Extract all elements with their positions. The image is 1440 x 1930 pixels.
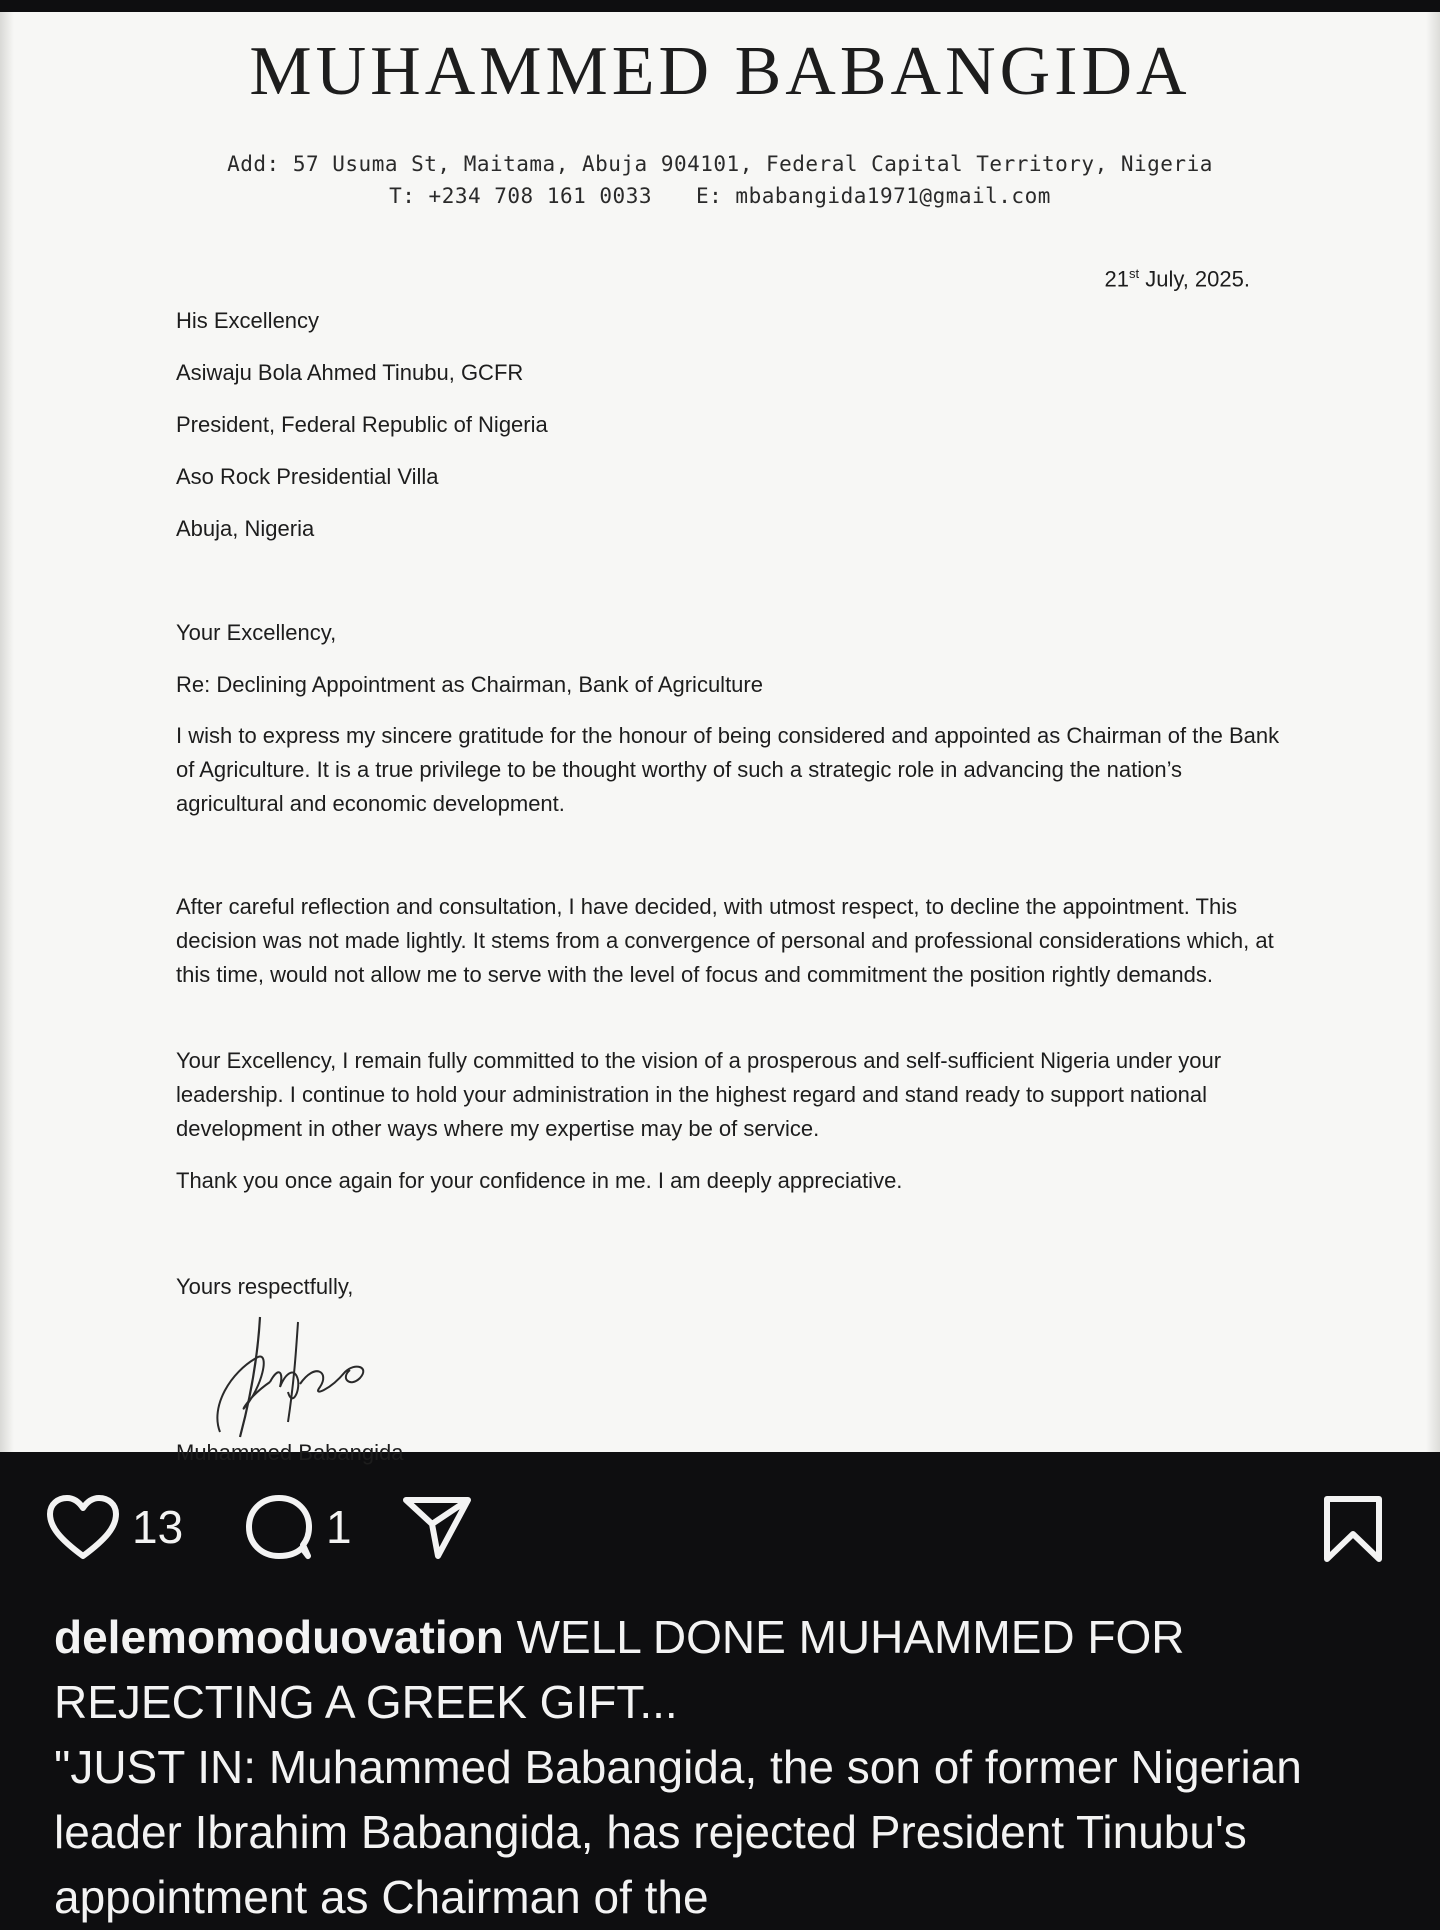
caption-headline-text: WELL DONE MUHAMMED FOR REJECTING A GREEK GIFT... [54, 1611, 1185, 1728]
letterhead-name: MUHAMMED BABANGIDA [249, 33, 1191, 110]
like-count: 13 [132, 1501, 184, 1553]
letterhead-address: Add: 57 Usuma St, Maitama, Abuja 904101, Federal Capital Territory, Nigeria [227, 152, 1213, 176]
comment-button[interactable] [244, 1494, 352, 1560]
recipient-line: Abuja, Nigeria [176, 516, 315, 541]
share-button[interactable] [402, 1494, 472, 1560]
recipient-line: Asiwaju Bola Ahmed Tinubu, GCFR [176, 360, 524, 385]
paper-edge-shadow [0, 12, 14, 1452]
letter-date-suffix: st [1128, 266, 1140, 281]
post-action-bar [0, 1452, 1440, 1612]
recipient-line: His Excellency [176, 308, 320, 333]
letter-date [1105, 266, 1251, 292]
letter-paragraph: I wish to express my sincere gratitude for the honour of being considered and appointed as Chairman of the Bank of Agriculture. It is a true privilege to be thought worthy of such a strategic role in advancing the nation’s agricultural and economic development. [176, 723, 1280, 816]
handwritten-signature [200, 1312, 380, 1442]
bookmark-icon [1322, 1494, 1384, 1564]
letter-paragraph: Your Excellency, I remain fully committed to the vision of a prosperous and self-sufficient Nigeria under your leadership. I continue to hold your administration in the highest regard and stand ready to support national development in other ways where my expertise may be of service. [176, 1048, 1222, 1141]
comment-icon [244, 1494, 314, 1560]
caption-username[interactable]: delemomoduovation [54, 1611, 504, 1663]
letterhead-email: E: mbabangida1971@gmail.com [696, 184, 1051, 208]
signatory-name: Muhammed Babangida [176, 1440, 404, 1465]
send-icon [402, 1494, 472, 1560]
letter-subject: Re: Declining Appointment as Chairman, Bank of Agriculture [176, 672, 763, 697]
letter-salutation: Your Excellency, [176, 620, 337, 645]
letter-paragraph: Thank you once again for your confidence in me. I am deeply appreciative. [176, 1168, 903, 1193]
letter-paragraph: After careful reflection and consultation, I have decided, with utmost respect, to decline the appointment. This decision was not made lightly. It stems from a convergence of personal and professional considerations which, at this time, would not allow me to serve with the level of focus and commitment the position rightly demands. [176, 894, 1274, 987]
recipient-line: President, Federal Republic of Nigeria [176, 412, 548, 437]
recipient-line: Aso Rock Presidential Villa [176, 464, 439, 489]
letterhead-contact [0, 184, 1440, 208]
post-caption [54, 1605, 1394, 1930]
post-image[interactable] [0, 12, 1440, 1465]
caption-headline [54, 1605, 1394, 1735]
letter-date-day: 21 [1104, 266, 1129, 292]
letter-closing: Yours respectfully, [176, 1274, 354, 1299]
save-button[interactable] [1322, 1494, 1384, 1564]
like-button[interactable] [46, 1494, 183, 1560]
letter-date-rest: July, 2025. [1139, 266, 1250, 292]
caption-body: "JUST IN: Muhammed Babangida, the son of former Nigerian leader Ibrahim Babangida, has rejected President Tinubu's appointment as Chairman of the [54, 1741, 1302, 1923]
comment-count: 1 [326, 1501, 352, 1553]
heart-icon [46, 1494, 120, 1560]
paper-edge-shadow [1426, 12, 1440, 1452]
letterhead-phone: T: +234 708 161 0033 [389, 184, 652, 208]
